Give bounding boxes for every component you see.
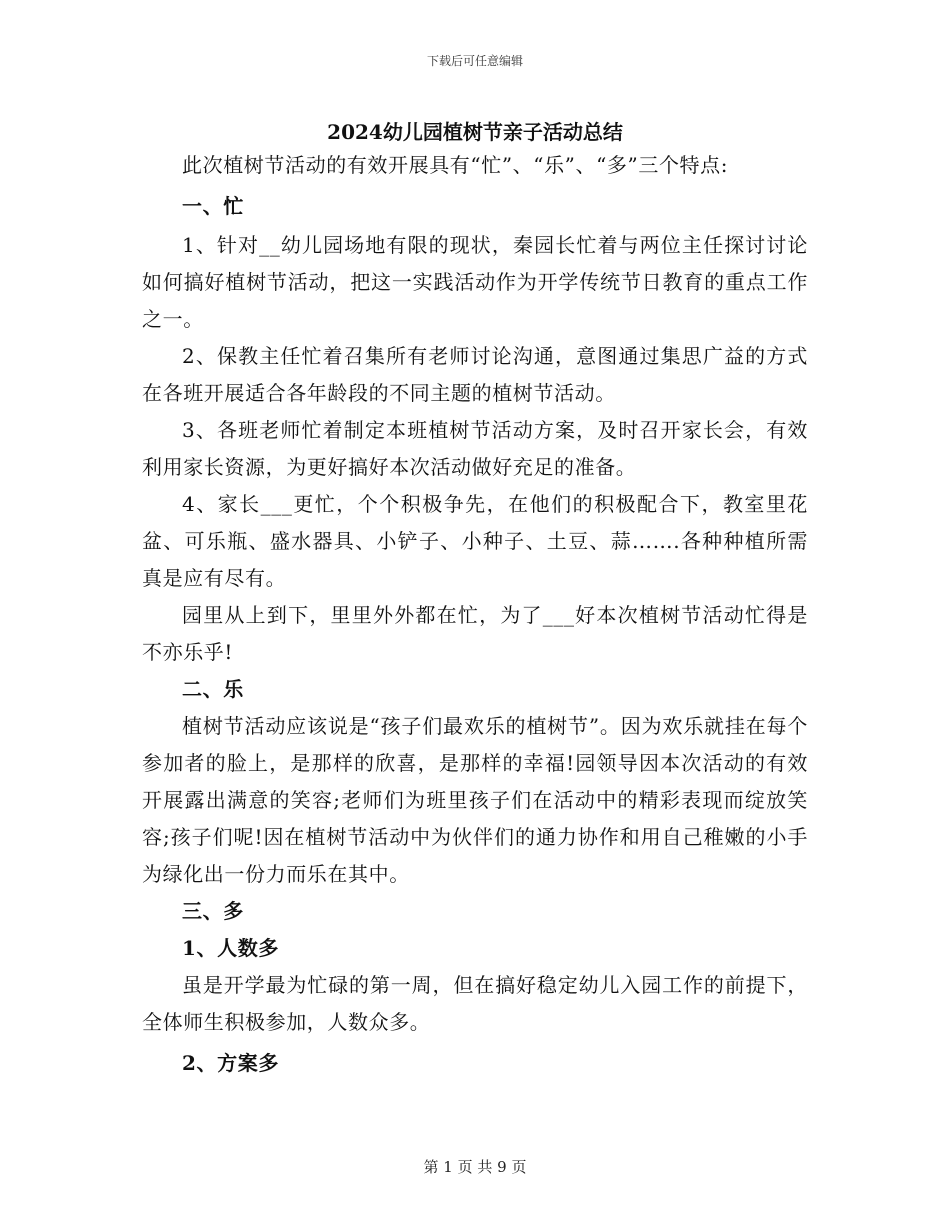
paragraph-busy-3: 3、各班老师忙着制定本班植树节活动方案，及时召开家长会，有效利用家长资源，为更好搞好本次活动做好充足的准备。	[142, 418, 808, 479]
paragraph-busy-1: 1、针对__幼儿园场地有限的现状，秦园长忙着与两位主任探讨讨论如何搞好植树节活动，把这一实践活动作为开学传统节日教育的重点工作之一。	[142, 233, 808, 331]
section-heading-busy: 一、忙	[182, 194, 244, 218]
subheading-many-people: 1、人数多	[182, 936, 279, 960]
page-footer: 第 1 页 共 9 页	[423, 1158, 527, 1176]
paragraph-busy-4: 4、家长___更忙，个个积极争先，在他们的积极配合下，教室里花盆、可乐瓶、盛水器具、小铲子、小种子、土豆、蒜…….各种种植所需真是应有尽有。	[142, 492, 808, 590]
document-title: 2024幼儿园植树节亲子活动总结	[327, 120, 623, 144]
section-heading-many: 三、多	[182, 899, 244, 923]
intro-paragraph: 此次植树节活动的有效开展具有“忙”、“乐”、“多”三个特点:	[182, 153, 729, 177]
paragraph-busy-2: 2、保教主任忙着召集所有老师讨论沟通，意图通过集思广益的方式在各班开展适合各年龄段的不同主题的植树节活动。	[142, 344, 808, 405]
document-body	[142, 147, 808, 1082]
subheading-many-plans: 2、方案多	[182, 1051, 279, 1075]
section-heading-joy: 二、乐	[182, 677, 244, 701]
paragraph-many-people: 虽是开学最为忙碌的第一周，但在搞好稳定幼儿入园工作的前提下，全体师生积极参加，人数众多。	[142, 973, 808, 1034]
paragraph-busy-summary: 园里从上到下，里里外外都在忙，为了___好本次植树节活动忙得是不亦乐乎!	[142, 603, 808, 664]
header-note: 下载后可任意编辑	[426, 54, 523, 68]
paragraph-joy: 植树节活动应该说是“孩子们最欢乐的植树节”。因为欢乐就挂在每个参加者的脸上，是那样的欣喜，是那样的幸福!园领导因本次活动的有效开展露出满意的笑容;老师们为班里孩子们在活动中的精彩表现而绽放笑容;孩子们呢!因在植树节活动中为伙伴们的通力协作和用自己稚嫩的小手为绿化出一份力而乐在其中。	[142, 714, 808, 886]
